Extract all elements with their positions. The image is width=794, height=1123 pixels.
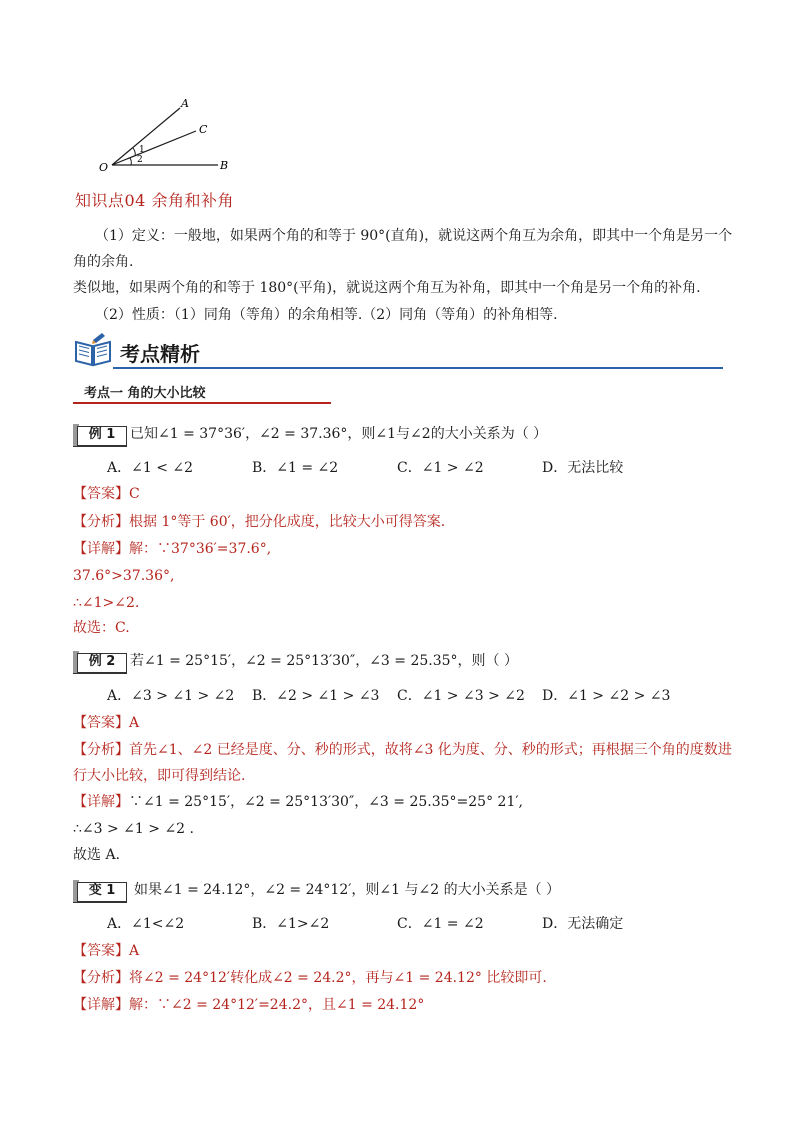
example-2-option-b: B．∠2 > ∠1 > ∠3 [252, 688, 380, 704]
example-1-question: 已知∠1 = 37°36′，∠2 = 37.36°，则∠1与∠2的大小关系为（ ） [130, 426, 548, 442]
example-2-tag-label: 例 2 [88, 654, 116, 669]
variant-1-analysis: 【分析】将∠2 = 24°12′转化成∠2 = 24.2°，再与∠1 = 24.12° 比较即可. [73, 970, 547, 986]
example-1-detail: 【详解】解：∵37°36′=37.6°, [73, 541, 272, 557]
ray-oc [112, 131, 196, 165]
knowledge-point-title: 知识点04 余角和补角 [75, 191, 234, 210]
example-1-tag [73, 424, 127, 446]
variant-1-option-d: D．无法确定 [542, 916, 624, 932]
label-a: A [181, 98, 189, 110]
example-1-option-c: C．∠1 > ∠2 [397, 460, 484, 476]
variant-1-tag-label: 变 1 [88, 883, 116, 898]
example-2-conclusion: 故选 A. [73, 847, 121, 863]
section-title: 考点精析 [120, 342, 200, 366]
variant-1-tag [73, 880, 127, 902]
example-2-detail-2: ∴∠3 > ∠1 > ∠2 . [73, 821, 194, 837]
example-2-answer: 【答案】A [73, 715, 140, 731]
book-icon [73, 332, 113, 368]
variant-1-answer: 【答案】A [73, 943, 140, 959]
example-2-option-c: C．∠1 > ∠3 > ∠2 [397, 688, 525, 704]
example-2-option-a: A．∠3 > ∠1 > ∠2 [107, 688, 235, 704]
example-1-tag-label: 例 1 [88, 427, 116, 442]
point-rule [73, 402, 331, 404]
section-rule [113, 367, 723, 369]
example-2-analysis-2: 行大小比较，即可得到结论. [73, 768, 246, 784]
point-title: 考点一 角的大小比较 [84, 386, 206, 401]
example-1-detail-3: ∴∠1>∠2. [73, 595, 140, 611]
section-header [73, 332, 723, 372]
example-2-tag [73, 651, 127, 673]
definition-line-2: 角的余角. [73, 254, 134, 270]
arc-angle-1 [133, 148, 135, 156]
example-1-option-b: B．∠1 = ∠2 [252, 460, 339, 476]
angle-diagram [96, 98, 246, 173]
example-1-analysis: 【分析】根据 1°等于 60′，把分化成度，比较大小可得答案. [73, 514, 446, 530]
example-1-option-a: A．∠1 < ∠2 [107, 460, 194, 476]
example-2-option-d: D．∠1 > ∠2 > ∠3 [542, 688, 671, 704]
label-c: C [199, 123, 208, 136]
property-line: （2）性质：（1）同角（等角）的余角相等.（2）同角（等角）的补角相等. [95, 307, 558, 323]
example-1-detail-2: 37.6°>37.36°, [73, 568, 175, 584]
example-2-analysis: 【分析】首先∠1、∠2 已经是度、分、秒的形式，故将∠3 化为度、分、秒的形式；再根据三个角的度数进 [73, 742, 732, 758]
example-1-conclusion: 故选：C. [73, 620, 130, 636]
label-angle-1: 1 [139, 145, 145, 155]
variant-1-option-a: A．∠1<∠2 [107, 916, 185, 932]
definition-line-1: （1）定义：一般地，如果两个角的和等于 90°(直角)，就说这两个角互为余角，即其中一个角是另一个 [95, 228, 733, 244]
example-1-answer: 【答案】C [73, 486, 140, 502]
example-2-detail: 【详解】∵∠1 = 25°15′，∠2 = 25°13′30″，∠3 = 25.35°=25° 21′, [73, 794, 523, 810]
ray-oa [112, 108, 180, 165]
variant-1-option-b: B．∠1>∠2 [252, 916, 330, 932]
definition-line-3: 类似地，如果两个角的和等于 180°(平角)，就说这两个角互为补角，即其中一个角是另一个角的补角. [73, 280, 701, 296]
variant-1-detail: 【详解】解：∵∠2 = 24°12′=24.2°，且∠1 = 24.12° [73, 997, 425, 1013]
example-2-question: 若∠1 = 25°15′，∠2 = 25°13′30″，∠3 = 25.35°，则（ ） [130, 653, 518, 669]
arc-angle-2 [130, 158, 131, 165]
label-o: O [99, 161, 109, 173]
label-angle-2: 2 [137, 155, 143, 165]
variant-1-question: 如果∠1 = 24.12°，∠2 = 24°12′，则∠1 与∠2 的大小关系是（ ） [134, 882, 561, 898]
label-b: B [220, 159, 229, 172]
example-1-option-d: D．无法比较 [542, 460, 624, 476]
variant-1-option-c: C．∠1 = ∠2 [397, 916, 484, 932]
